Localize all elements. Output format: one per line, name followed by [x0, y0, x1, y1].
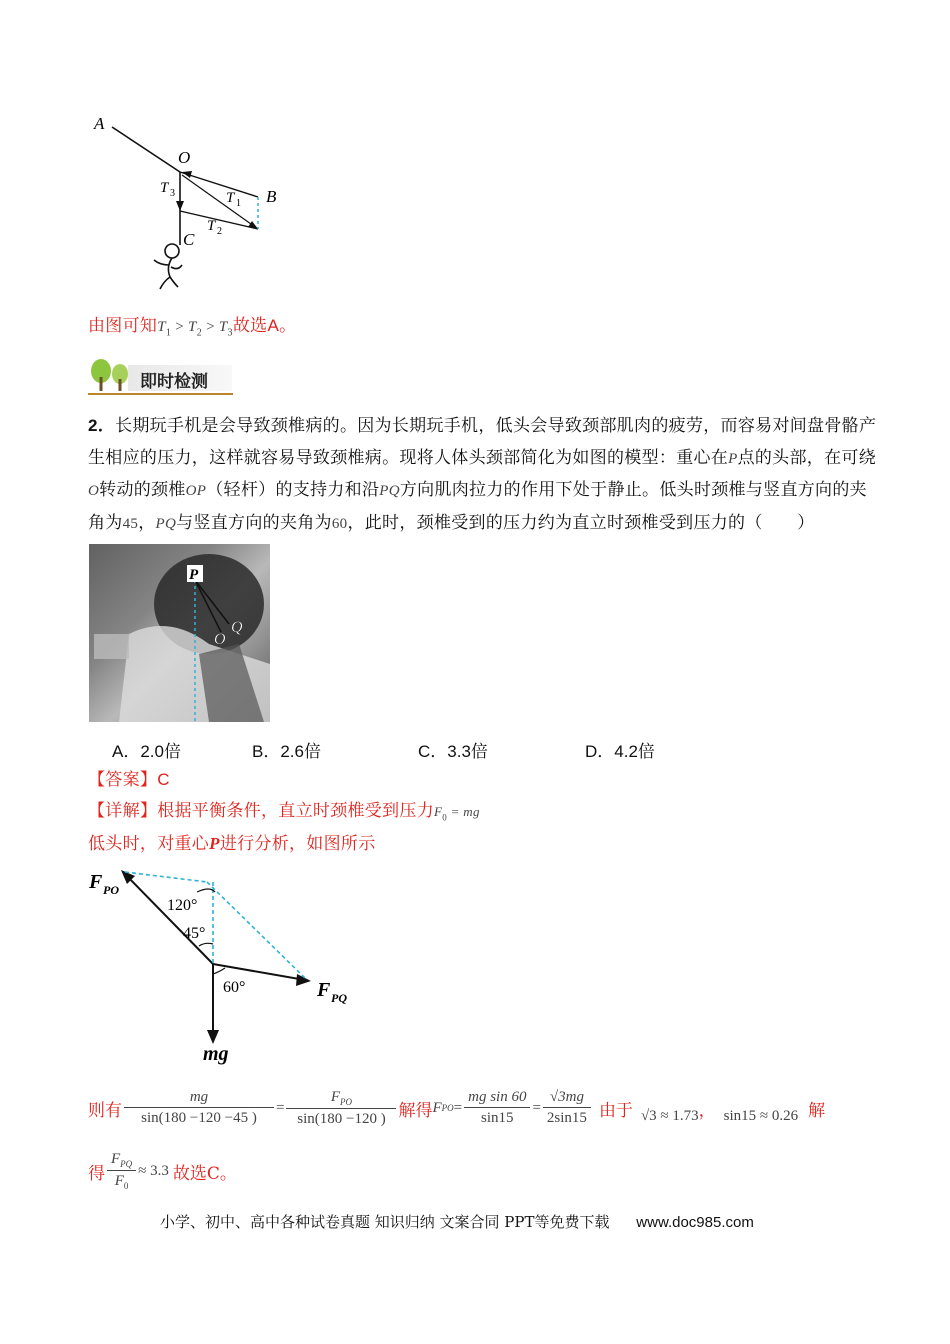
detail-line-2: 低头时，对重心P进行分析，如图所示 — [88, 834, 376, 854]
footer — [160, 1211, 754, 1232]
answer-line — [88, 764, 170, 796]
tension-diagram — [80, 105, 300, 300]
option-d[interactable]: D．4.2倍 — [585, 742, 655, 761]
question-line-2: 生相应的压力，这样就容易导致颈椎病。现将人体头颈部简化为如图的模型：重心在P点的头部，在可绕 — [88, 447, 876, 468]
label-T2: T — [207, 218, 216, 234]
label-T3: T — [160, 180, 169, 196]
label-T1-sub: 1 — [236, 198, 241, 209]
photo-label-P: P — [189, 567, 199, 583]
fraction-4: $\frac{√3mg}{2\sin 15}$ — [543, 1089, 591, 1127]
angle-45-label: 45° — [183, 925, 206, 942]
force-diagram — [85, 862, 375, 1067]
label-T2-sub: 2 — [217, 226, 222, 237]
answer-value: C — [157, 770, 170, 789]
fraction-2: $\frac{F_{PO}}{\sin(180 -120 )}$ — [286, 1089, 396, 1128]
footer-site-link[interactable]: www.doc985.com — [636, 1214, 754, 1231]
solution-line: 则有 $\frac{mg}{\sin(180 -120 -45 )}$ = $\frac{F_{PO}}{\sin(180 -120 )}$ 解得 F PO = $\frac{\text{mg sin 60}}{\sin 15}$ = $\frac{√3mg}{2\sin 15}$ 由于 √3 ≈ 1.73 ， sin15 ≈ 0.26 解 — [88, 1088, 826, 1127]
question-photo — [89, 544, 270, 722]
angle-60-label: 60° — [223, 979, 246, 996]
label-A: A — [94, 114, 105, 133]
option-a[interactable]: A．2.0倍 — [112, 742, 181, 761]
question-number: 2． — [88, 416, 116, 435]
question-line-4: 角为45，PQ与竖直方向的夹角为60，此时，颈椎受到的压力约为直立时颈椎受到压力的（ ） — [88, 512, 815, 533]
section-banner — [88, 357, 233, 397]
label-T3-sub: 3 — [170, 188, 175, 199]
fraction-3: $\frac{\text{mg sin 60}}{\sin 15}$ — [464, 1089, 530, 1127]
footer-text: 小学、初中、高中各种试卷真题 知识归纳 文案合同 PPT等免费下载 — [160, 1213, 610, 1231]
label-C: C — [183, 230, 195, 249]
section-title: 即时检测 — [140, 372, 208, 392]
fraction-5: $\frac{F_{PQ}}{F_0}$ — [107, 1151, 136, 1191]
fpq-label-sub: PQ — [331, 991, 347, 1005]
banner-underline — [88, 393, 233, 395]
fpq-label: F — [317, 979, 331, 1001]
detail-line: 【详解】根据平衡条件，直立时颈椎受到压力$F_0$ = mg — [88, 801, 480, 823]
photo-label-O: O — [214, 631, 226, 648]
label-B: B — [266, 187, 277, 206]
conclusion-line: 由图可知$T_1 > T_2 > T_3$故选A。 — [88, 316, 297, 339]
angle-120-label: 120° — [167, 897, 198, 914]
photo-overlay — [89, 544, 270, 722]
option-c[interactable]: C．3.3倍 — [418, 742, 488, 761]
fraction-1: $\frac{mg}{\sin(180 -120 -45 )}$ — [124, 1089, 274, 1127]
fpo-label: F — [89, 871, 103, 893]
detail-tag: 【详解】 — [88, 801, 158, 821]
question-line-1: 2．长期玩手机是会导致颈椎病的。因为长期玩手机，低头会导致颈部肌肉的疲劳，而容易对间盘骨骼产 — [88, 416, 877, 436]
option-b[interactable]: B．2.6倍 — [252, 742, 321, 761]
question-line-3: O转动的颈椎OP（轻杆）的支持力和沿PQ方向肌肉拉力的作用下处于静止。低头时颈椎与竖直方向的夹 — [88, 480, 867, 500]
answer-tag: 【答案】 — [88, 770, 158, 790]
question-text — [88, 410, 877, 540]
label-O: O — [178, 148, 191, 167]
mg-label: mg — [203, 1043, 229, 1065]
fpo-label-sub: PO — [103, 883, 119, 897]
label-T1: T — [226, 190, 235, 206]
solution-line-2: 得 $\frac{F_{PQ}}{F_0}$ ≈ 3.3 故选C。 — [88, 1151, 237, 1191]
photo-label-Q: Q — [231, 619, 243, 636]
